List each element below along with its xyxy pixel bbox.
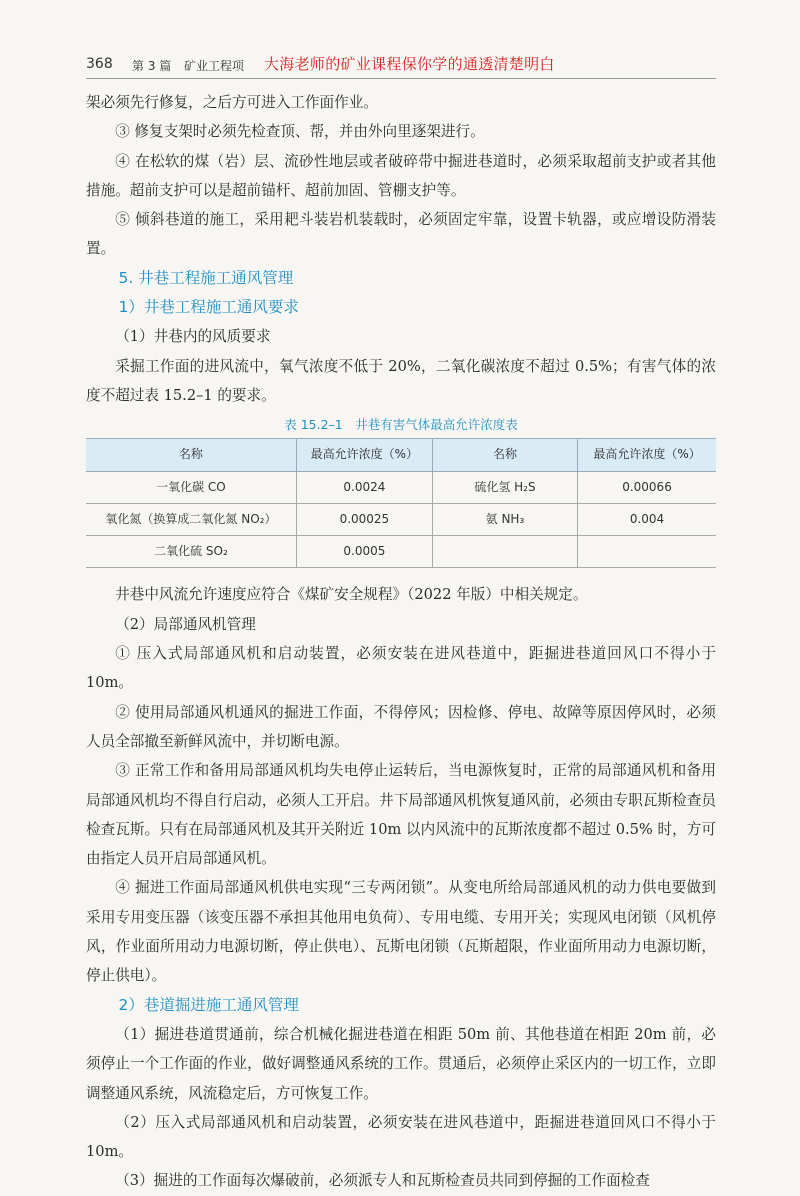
paragraph: 井巷中风流允许速度应符合《煤矿安全规程》（2022 年版）中相关规定。 (115, 586, 588, 604)
paragraph: 采掘工作面的进风流中，氧气浓度不低于 20%，二氧化碳浓度不超过 0.5%；有害气体的浓度不超过表 15.2–1 的要求。 (86, 357, 716, 404)
paragraph: （2）压入式局部通风机和启动装置，必须安装在进风巷道中，距掘进巷道回风口不得小于 10m。 (86, 1113, 716, 1161)
item-heading: （2）局部通风机管理 (115, 615, 256, 633)
watermark-text: 大海老师的矿业课程保你学的通透清楚明白 (264, 55, 555, 73)
column-header: 名称 (86, 439, 296, 471)
part-label: 第 3 篇 (132, 59, 172, 73)
table-cell (578, 536, 716, 568)
page-header (86, 50, 716, 78)
paragraph: ③ 正常工作和备用局部通风机均失电停止运转后，当电源恢复时，正常的局部通风机和备用局部通风机均不得自行启动，必须人工开启。井下局部通风机恢复通风前，必须由专职瓦斯检查员检查瓦斯。只有在局部通风机及其开关附近 10m 以内风流中的瓦斯浓度都不超过 0.5% 时，方可由指定人员开启局部通风机。 (86, 762, 716, 868)
column-header: 最高允许浓度（%） (578, 439, 716, 471)
page-number: 368 (86, 56, 113, 72)
table-cell: 0.00025 (296, 503, 432, 535)
table-cell (432, 536, 577, 568)
page-body (86, 88, 716, 1196)
paragraph: ④ 在松软的煤（岩）层、流砂性地层或者破碎带中掘进巷道时，必须采取超前支护或者其他措施。超前支护可以是超前锚杆、超前加固、管棚支护等。 (86, 152, 716, 199)
table-caption: 表 15.2–1 井巷有害气体最高允许浓度表 (284, 417, 518, 433)
subsection-heading: 1）井巷工程施工通风要求 (118, 298, 299, 317)
table-cell: 硫化氢 H₂S (432, 471, 577, 503)
column-header: 最高允许浓度（%） (296, 439, 432, 471)
chapter-label: 矿业工程项 (184, 59, 245, 73)
table-row (86, 536, 716, 568)
gas-concentration-table (86, 438, 716, 568)
column-header: 名称 (432, 439, 577, 471)
table-cell: 0.00066 (578, 471, 716, 503)
table-cell: 一氧化碳 CO (86, 471, 296, 503)
table-cell: 氧化氮（换算成二氧化氮 NO₂） (86, 503, 296, 535)
item-heading: （1）井巷内的风质要求 (115, 328, 271, 346)
table-cell: 氨 NH₃ (432, 503, 577, 535)
paragraph: ⑤ 倾斜巷道的施工，采用耙斗装岩机装载时，必须固定牢靠，设置卡轨器，或应增设防滑装置。 (86, 211, 716, 258)
table-cell: 0.0024 (296, 471, 432, 503)
table-row (86, 471, 716, 503)
table-cell: 二氧化硫 SO₂ (86, 536, 296, 568)
table-row (86, 503, 716, 535)
subsection-heading: 2）巷道掘进施工通风管理 (118, 995, 299, 1014)
paragraph: ② 使用局部通风机通风的掘进工作面，不得停风；因检修、停电、故障等原因停风时，必须人员全部撤至新鲜风流中，并切断电源。 (86, 703, 716, 750)
table-header-row (86, 439, 716, 471)
header-divider (86, 78, 716, 79)
table-cell: 0.0005 (296, 536, 432, 568)
paragraph: 架必须先行修复，之后方可进入工作面作业。 (86, 94, 378, 111)
table-cell: 0.004 (578, 503, 716, 535)
paragraph: ③ 修复支架时必须先检查顶、帮，并由外向里逐架进行。 (115, 123, 485, 141)
paragraph: ④ 掘进工作面局部通风机供电实现“三专两闭锁”。从变电所给局部通风机的动力供电要做到采用专用变压器（该变压器不承担其他用电负荷）、专用电缆、专用开关；实现风电闭锁（风机停风，作业面所用动力电源切断，停止供电）、瓦斯电闭锁（瓦斯超限，作业面所用动力电源切断，停止供电）。 (86, 879, 716, 985)
section-heading: 5. 井巷工程施工通风管理 (118, 268, 294, 287)
paragraph: ① 压入式局部通风机和启动装置，必须安装在进风巷道中，距掘进巷道回风口不得小于 10m。 (86, 645, 716, 692)
paragraph: （1）掘进巷道贯通前，综合机械化掘进巷道在相距 50m 前、其他巷道在相距 20m 前，必须停止一个工作面的作业，做好调整通风系统的工作。贯通后，必须停止采区内的一切工作，立即调整通风系统，风流稳定后，方可恢复工作。 (86, 1025, 716, 1102)
paragraph: （3）掘进的工作面每次爆破前，必须派专人和瓦斯检查员共同到停掘的工作面检查 (115, 1172, 650, 1190)
